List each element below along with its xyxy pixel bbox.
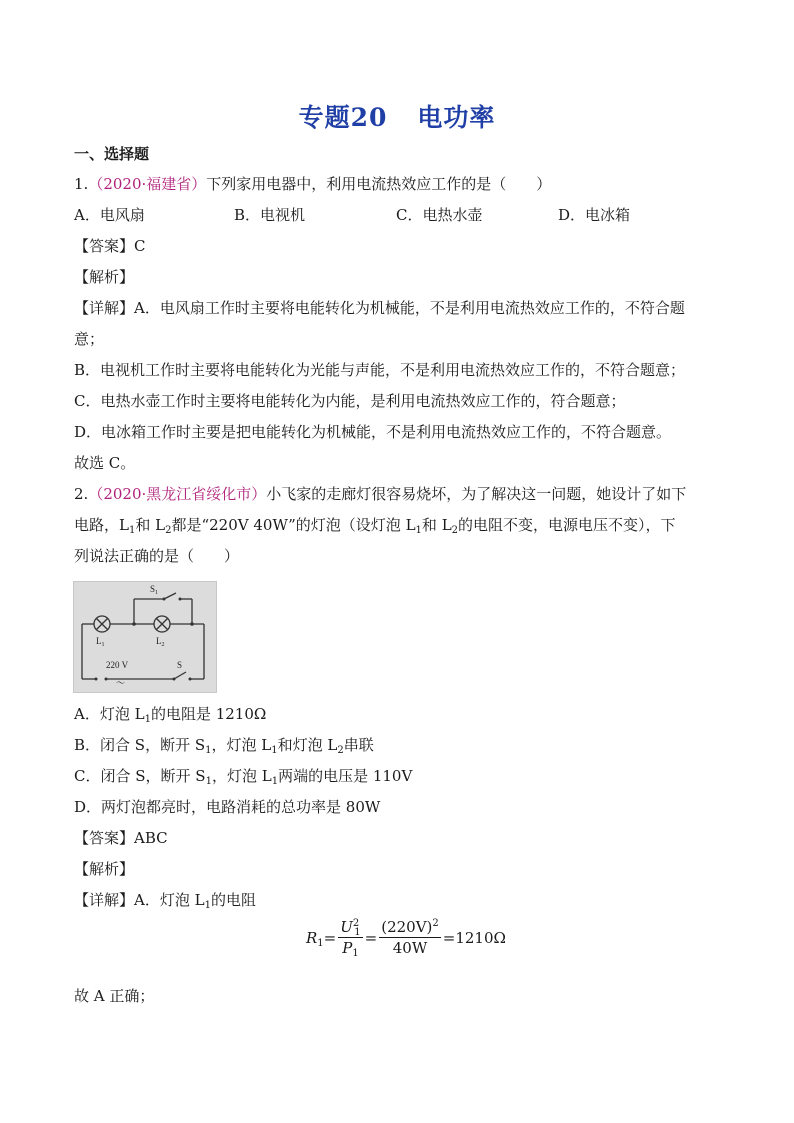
- question-2-source: （2020·黑龙江省绥化市）: [88, 485, 267, 503]
- section-heading: 一、选择题: [74, 145, 150, 163]
- question-1-detail-line: B．电视机工作时主要将电能转化为光能与声能，不是利用电流热效应工作的，不符合题意；: [74, 361, 686, 379]
- circuit-label-s: S: [177, 660, 183, 670]
- question-1-option-b: B．电视机: [234, 206, 306, 224]
- resistance-formula: [306, 918, 506, 957]
- circuit-label-s1: $S_1$: [150, 584, 159, 596]
- question-2-option-d: D．两灯泡都亮时，电路消耗的总功率是 80W: [74, 798, 381, 816]
- question-1-option-d: D．电冰箱: [558, 206, 631, 224]
- question-2-answer: 【答案】ABC: [74, 829, 168, 847]
- question-2-option-b: B．闭合 S，断开 $S_1$，灯泡 $L_1$和灯泡 $L_2$串联: [74, 736, 374, 756]
- question-1-option-a: A．电风扇: [74, 206, 145, 224]
- circuit-diagram: [73, 581, 217, 693]
- formula-fraction-1: $\frac{U^2_1}{P_1}$: [340, 918, 361, 959]
- question-1-detail-line: 意；: [74, 330, 105, 348]
- circuit-label-l2: $L_2$: [156, 636, 165, 648]
- question-1-conclusion: 故选 C。: [74, 454, 136, 472]
- question-2-conclusion: 故 A 正确；: [74, 987, 155, 1005]
- question-1-analysis-label: 【解析】: [74, 268, 135, 286]
- question-1-detail-line: D．电冰箱工作时主要是把电能转化为机械能，不是利用电流热效应工作的，不符合题意。: [74, 423, 672, 441]
- title-topic-number: 专题20: [298, 103, 388, 132]
- question-2-detail-line: 【详解】A．灯泡 $L_1$的电阻: [74, 891, 256, 911]
- circuit-diagram-svg: [74, 582, 216, 692]
- formula-equals: =: [364, 928, 378, 947]
- circuit-label-ac: ～: [116, 678, 126, 688]
- question-2-stem-line-2: 电路，$L_1$和 $L_2$都是“220V 40W”的灯泡（设灯泡 $L_1$和 $L_2$的电阻不变，电源电压不变），下: [74, 516, 676, 536]
- formula-result: =1210Ω: [442, 928, 506, 947]
- question-2-stem-line-1: 2.（2020·黑龙江省绥化市）小飞家的走廊灯很容易烧坏，为了解决这一问题，她设计了如下: [74, 485, 687, 503]
- question-1-detail-line: 【详解】A．电风扇工作时主要将电能转化为机械能，不是利用电流热效应工作的，不符合题: [74, 299, 685, 317]
- question-2-analysis-label: 【解析】: [74, 860, 135, 878]
- circuit-label-voltage: 220 V: [106, 660, 129, 670]
- circuit-label-l1: $L_1$: [96, 636, 105, 648]
- formula-lhs: $R_1$: [306, 928, 324, 949]
- question-1-stem: 1.（2020·福建省）下列家用电器中，利用电流热效应工作的是（ ）: [74, 175, 552, 193]
- question-1-detail-line: C．电热水壶工作时主要将电能转化为内能，是利用电流热效应工作的，符合题意；: [74, 392, 626, 410]
- question-2-stem-line-3: 列说法正确的是（ ）: [74, 547, 240, 565]
- question-2-option-a: A．灯泡 $L_1$的电阻是 1210Ω: [74, 705, 267, 725]
- question-2-option-c: C．闭合 S，断开 $S_1$，灯泡 $L_1$两端的电压是 110V: [74, 767, 413, 787]
- question-1-source: （2020·福建省）: [88, 175, 207, 193]
- question-1-answer: 【答案】C: [74, 237, 146, 255]
- formula-equals: =: [323, 928, 337, 947]
- question-1-option-c: C．电热水壶: [396, 206, 483, 224]
- formula-fraction-2: $\frac{(220V)^2}{40W}$: [381, 918, 439, 957]
- title-topic-name: 电功率: [417, 103, 496, 132]
- page-title: [0, 98, 794, 134]
